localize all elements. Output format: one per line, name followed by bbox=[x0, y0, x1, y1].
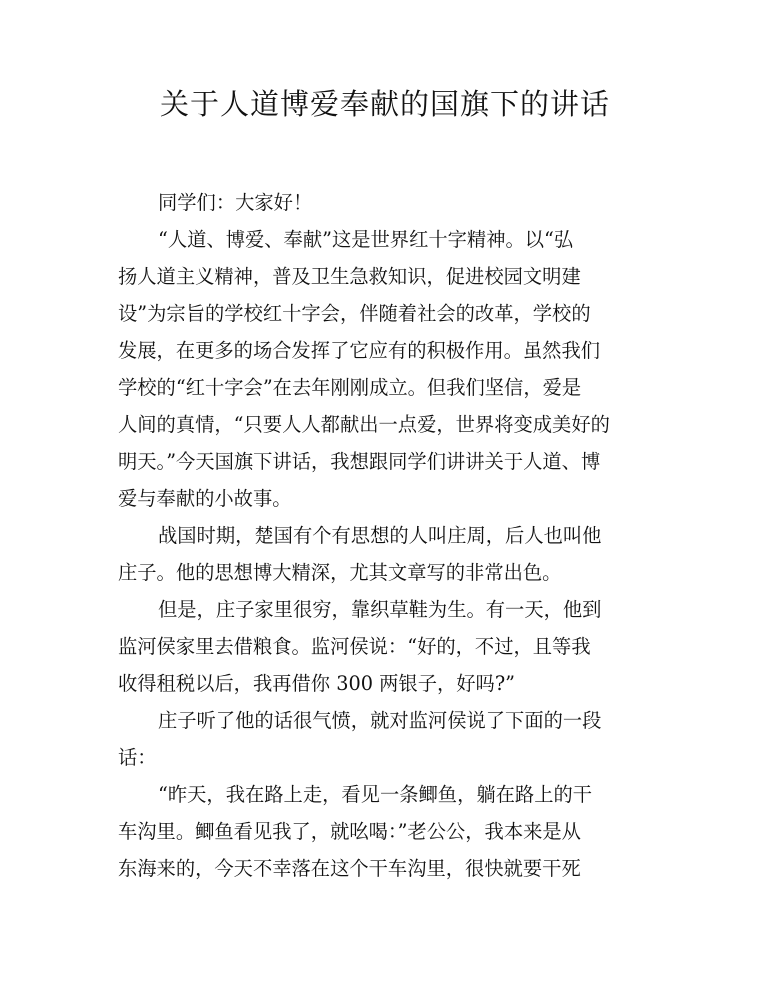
text-line: 发展，在更多的场合发挥了它应有的积极作用。虽然我们 bbox=[118, 339, 601, 362]
text-line: 庄子听了他的话很气愤，就对监河侯说了下面的一段 bbox=[158, 709, 602, 732]
text-line: 监河侯家里去借粮食。监河侯说：“好的，不过，且等我 bbox=[118, 635, 591, 658]
text-line: “昨天，我在路上走，看见一条鲫鱼，躺在路上的干 bbox=[158, 783, 593, 806]
text-line: 东海来的，今天不幸落在这个干车沟里，很快就要干死 bbox=[118, 857, 581, 880]
text-line: 爱与奉献的小故事。 bbox=[118, 487, 292, 510]
text-line: 设”为宗旨的学校红十字会，伴随着社会的改革，学校的 bbox=[118, 302, 591, 325]
document-body bbox=[118, 184, 658, 887]
text-line: 但是，庄子家里很穷，靠织草鞋为生。有一天，他到 bbox=[158, 598, 602, 621]
text-line: 明天。”今天国旗下讲话，我想跟同学们讲讲关于人道、博 bbox=[118, 450, 601, 473]
text-line: 同学们：大家好！ bbox=[158, 191, 313, 214]
text-line: 扬人道主义精神，普及卫生急救知识，促进校园文明建 bbox=[118, 265, 581, 288]
text-line: 庄子。他的思想博大精深，尤其文章写的非常出色。 bbox=[118, 561, 562, 584]
text-line: 人间的真情，“只要人人都献出一点爱，世界将变成美好的 bbox=[118, 413, 610, 436]
text-line: 学校的“红十字会”在去年刚刚成立。但我们坚信，爱是 bbox=[118, 376, 582, 399]
text-line: 话： bbox=[118, 746, 157, 769]
text-line: “人道、博爱、奉献”这是世界红十字精神。以“弘 bbox=[158, 228, 574, 251]
text-line: 战国时期，楚国有个有思想的人叫庄周，后人也叫他 bbox=[158, 524, 602, 547]
page-title: 关于人道博爱奉献的国旗下的讲话 bbox=[159, 87, 610, 121]
text-line: 车沟里。鲫鱼看见我了，就吆喝：”老公公，我本来是从 bbox=[118, 820, 581, 843]
text-line: 收得租税以后，我再借你 300 两银子，好吗?” bbox=[118, 672, 516, 695]
